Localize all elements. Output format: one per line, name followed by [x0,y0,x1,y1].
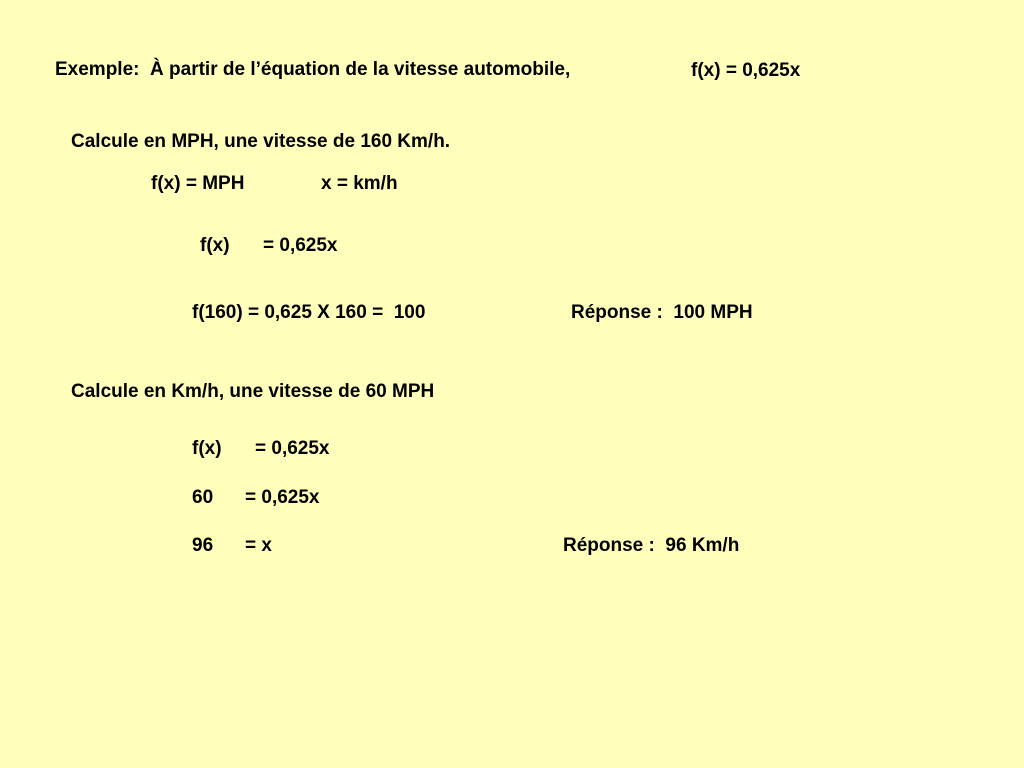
problem1-definition-x: x = km/h [321,173,398,194]
problem1-step1-left: f(x) [200,235,230,256]
problem1-answer: Réponse : 100 MPH [571,302,753,323]
problem1-step2: f(160) = 0,625 X 160 = 100 [192,302,426,323]
problem1-definition-fx: f(x) = MPH [151,173,245,194]
problem2-answer: Réponse : 96 Km/h [563,535,740,556]
problem2-question: Calcule en Km/h, une vitesse de 60 MPH [71,381,435,402]
problem2-step2-right: = 0,625x [245,487,320,508]
problem2-step3-right: = x [245,535,272,556]
problem2-step1-right: = 0,625x [255,438,330,459]
speed-equation: f(x) = 0,625x [691,60,801,81]
problem2-step3-left: 96 [192,535,214,556]
intro-text: Exemple: À partir de l’équation de la vitesse automobile, [55,59,571,80]
problem2-step1-left: f(x) [192,438,222,459]
problem1-question: Calcule en MPH, une vitesse de 160 Km/h. [71,131,451,152]
problem1-step1-right: = 0,625x [263,235,338,256]
problem2-step2-left: 60 [192,487,214,508]
